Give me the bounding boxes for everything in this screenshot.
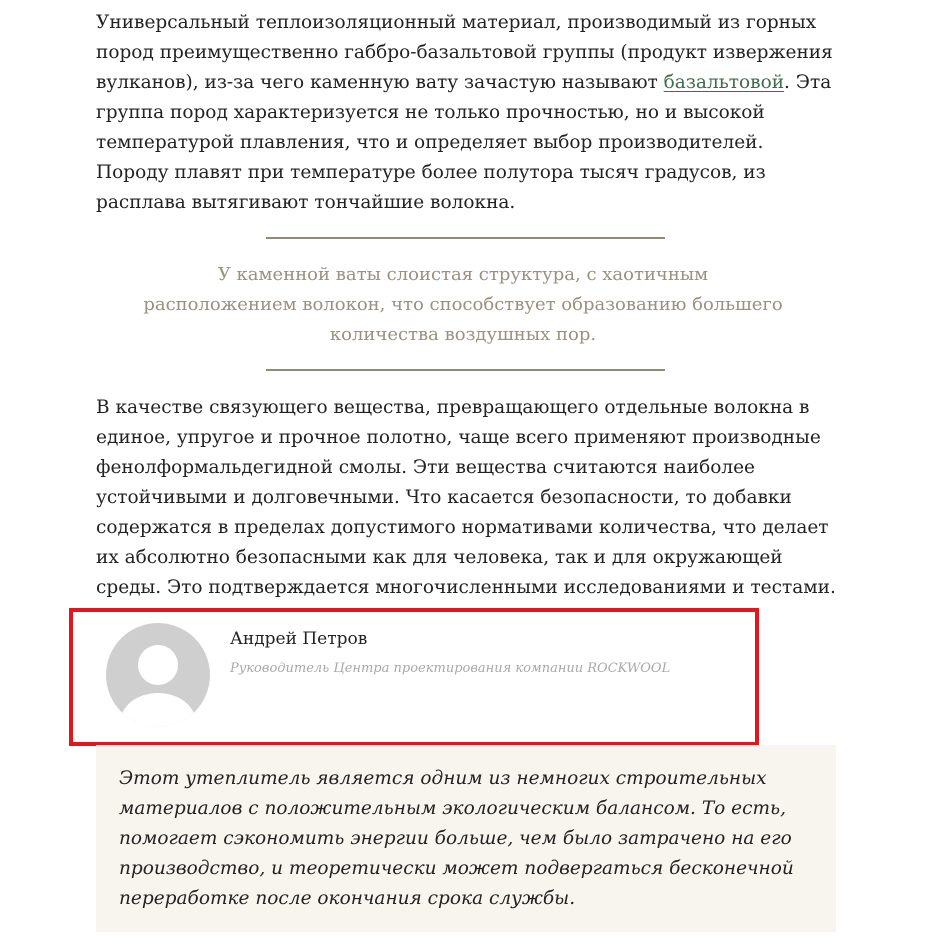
article-paragraph-2: В качестве связующего вещества, превращающего отдельные волокна в единое, упругое и прочное полотно, чаще всего применяют производные фенолформальдегидной смолы. Эти вещества считаются наиболее устойчивыми и долговечными. Что касается безопасности, то добавки содержатся в пределах допустимого нормативами количества, что делает их абсолютно безопасными как для человека, так и для окружающей среды. Это подтверждается многочисленными исследованиями и тестами. (96, 397, 836, 598)
pullquote-top-divider (266, 237, 665, 239)
paragraph-text-before-link: Универсальный теплоизоляционный материал, производимый из горных пород преимущественно габбро-базальтовой группы (продукт извержения вулканов), из-за чего каменную вату зачастую называют (96, 12, 833, 93)
paragraph-text-after-link: . Эта группа пород характеризуется не только прочностью, но и высокой температурой плавления, что и определяет выбор производителей. Породу плавят при температуре более полутора тысяч градусов, из расплава вытягивают тончайшие волокна. (96, 72, 832, 213)
pullquote-bottom-divider (266, 369, 665, 371)
author-name: Андрей Петров (230, 629, 368, 649)
callout-text: Этот утеплитель является одним из немногих строительных материалов с положительным экологическим балансом. То есть, помогает сэкономить энергии больше, чем было затрачено на его производство, и теоретически может подвергаться бесконечной переработке после окончания срока службы. (119, 768, 794, 909)
author-card (69, 608, 759, 746)
article-paragraph-1 (96, 8, 841, 218)
user-avatar-icon (106, 623, 210, 727)
eco-callout (96, 745, 836, 932)
pullquote: У каменной ваты слоистая структура, с хаотичным расположением волокон, что способствует образованию большего количества воздушных пор. (143, 264, 783, 345)
author-role: Руководитель Центра проектирования компании ROCKWOOL (230, 661, 671, 676)
basalt-link[interactable]: базальтовой (663, 72, 785, 93)
